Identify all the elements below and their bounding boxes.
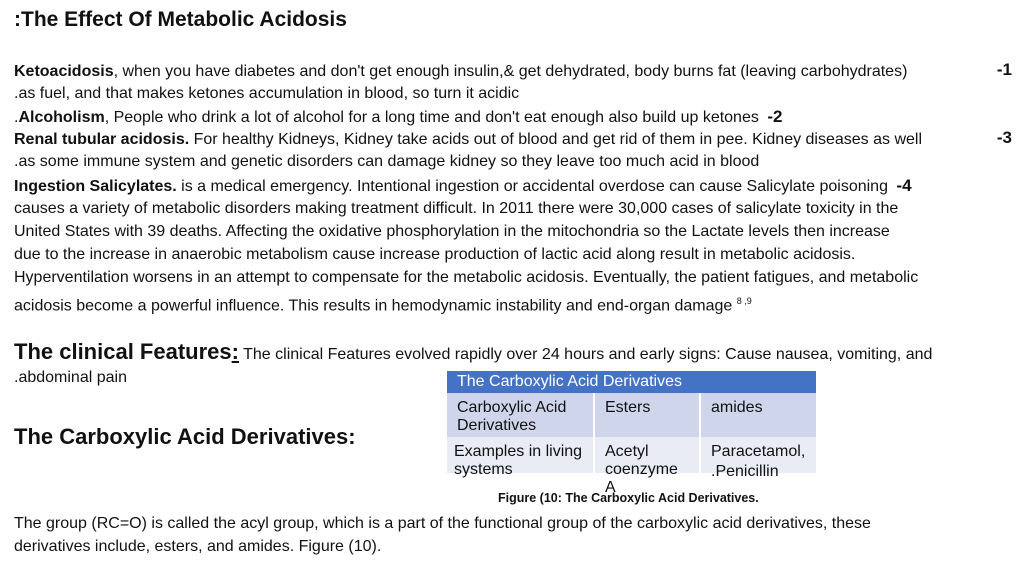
table-cell: Examples in living systems xyxy=(447,437,595,473)
cause-4-body-line xyxy=(14,290,752,317)
cause-4-term: Ingestion Salicylates. xyxy=(14,178,177,195)
clinical-features-colon: : xyxy=(231,339,239,364)
cause-1-term: Ketoacidosis xyxy=(14,63,114,80)
table-row xyxy=(447,437,816,496)
cause-4-body-line: Hyperventilation worsens in an attempt to compensate for the metabolic acidosis. Eventually, the patient fatigues, and metabolic xyxy=(14,269,919,286)
carboxylic-table xyxy=(447,371,816,496)
cause-3-number: -3 xyxy=(996,128,1012,147)
table-cell: Esters xyxy=(595,393,701,437)
footer-line-1: The group (RC=O) is called the acyl group, which is a part of the functional group of the carboxylic acid derivatives, these xyxy=(14,515,871,532)
clinical-features-line-2: .abdominal pain xyxy=(14,369,127,386)
cause-3-line-2: .as some immune system and genetic disorders can damage kidney so they leave too much acid in blood xyxy=(14,153,760,170)
cause-2-term: Alcoholism xyxy=(18,109,105,126)
cause-4-body-line: United States with 39 deaths. Affecting the oxidative phosphorylation in the mitochondria so the Lactate levels then increase xyxy=(14,223,890,240)
cause-4-text: is a medical emergency. Intentional ingestion or accidental overdose can cause Salicylate poisoning xyxy=(176,178,888,195)
cause-1-line xyxy=(14,61,907,83)
cause-2-prefix: . xyxy=(14,109,19,126)
clinical-features-heading: The clinical Features xyxy=(14,339,232,364)
cause-3-text: For healthy Kidneys, Kidney take acids out of blood and get rid of them in pee. Kidney diseases as well xyxy=(189,131,923,148)
reference-superscript: 8 ,9 xyxy=(736,296,752,306)
table-cell-line: Paracetamol, xyxy=(711,443,806,460)
cause-1-line-2: .as fuel, and that makes ketones accumulation in blood, so turn it acidic xyxy=(14,85,520,102)
cause-4-body-line: causes a variety of metabolic disorders making treatment difficult. In 2011 there were 30,000 cases of salicylate toxicity in the xyxy=(14,200,899,217)
cause-4-last-text: acidosis become a powerful influence. This results in hemodynamic instability and end-organ damage xyxy=(14,297,733,315)
table-cell: Carboxylic Acid Derivatives xyxy=(447,393,595,437)
figure-caption: Figure (10: The Carboxylic Acid Derivatives. xyxy=(498,491,759,505)
table-cell: amides xyxy=(701,393,816,437)
cause-3-term: Renal tubular acidosis. xyxy=(14,131,190,148)
table-title: The Carboxylic Acid Derivatives xyxy=(447,371,816,393)
clinical-features-line xyxy=(14,339,932,368)
table-cell: Acetyl coenzyme A xyxy=(595,437,701,473)
table-row xyxy=(447,393,816,437)
cause-2-number: -2 xyxy=(767,107,783,126)
footer-line-2: derivatives include, esters, and amides. Figure (10). xyxy=(14,538,382,555)
cause-4-body-line: due to the increase in anaerobic metabolism cause increase production of lactic acid along result in metabolic acidosis. xyxy=(14,246,856,263)
cause-2-line xyxy=(14,106,782,129)
cause-4-number: -4 xyxy=(896,176,912,195)
table-cell xyxy=(701,437,816,480)
page-title: :The Effect Of Metabolic Acidosis xyxy=(14,8,347,31)
cause-4-line xyxy=(14,175,912,198)
clinical-features-text: The clinical Features evolved rapidly over 24 hours and early signs: Cause nausea, vomiting, and xyxy=(238,346,933,363)
cause-3-line xyxy=(14,129,922,151)
cause-1-number: -1 xyxy=(996,60,1012,79)
carboxylic-heading: The Carboxylic Acid Derivatives: xyxy=(14,424,356,449)
cause-1-text: , when you have diabetes and don't get enough insulin,& get dehydrated, body burns fat (leaving carbohydrates) xyxy=(113,63,908,80)
cause-2-text: , People who drink a lot of alcohol for a long time and don't eat enough also build up ketones xyxy=(104,109,759,126)
table-cell-line: .Penicillin xyxy=(711,463,779,480)
